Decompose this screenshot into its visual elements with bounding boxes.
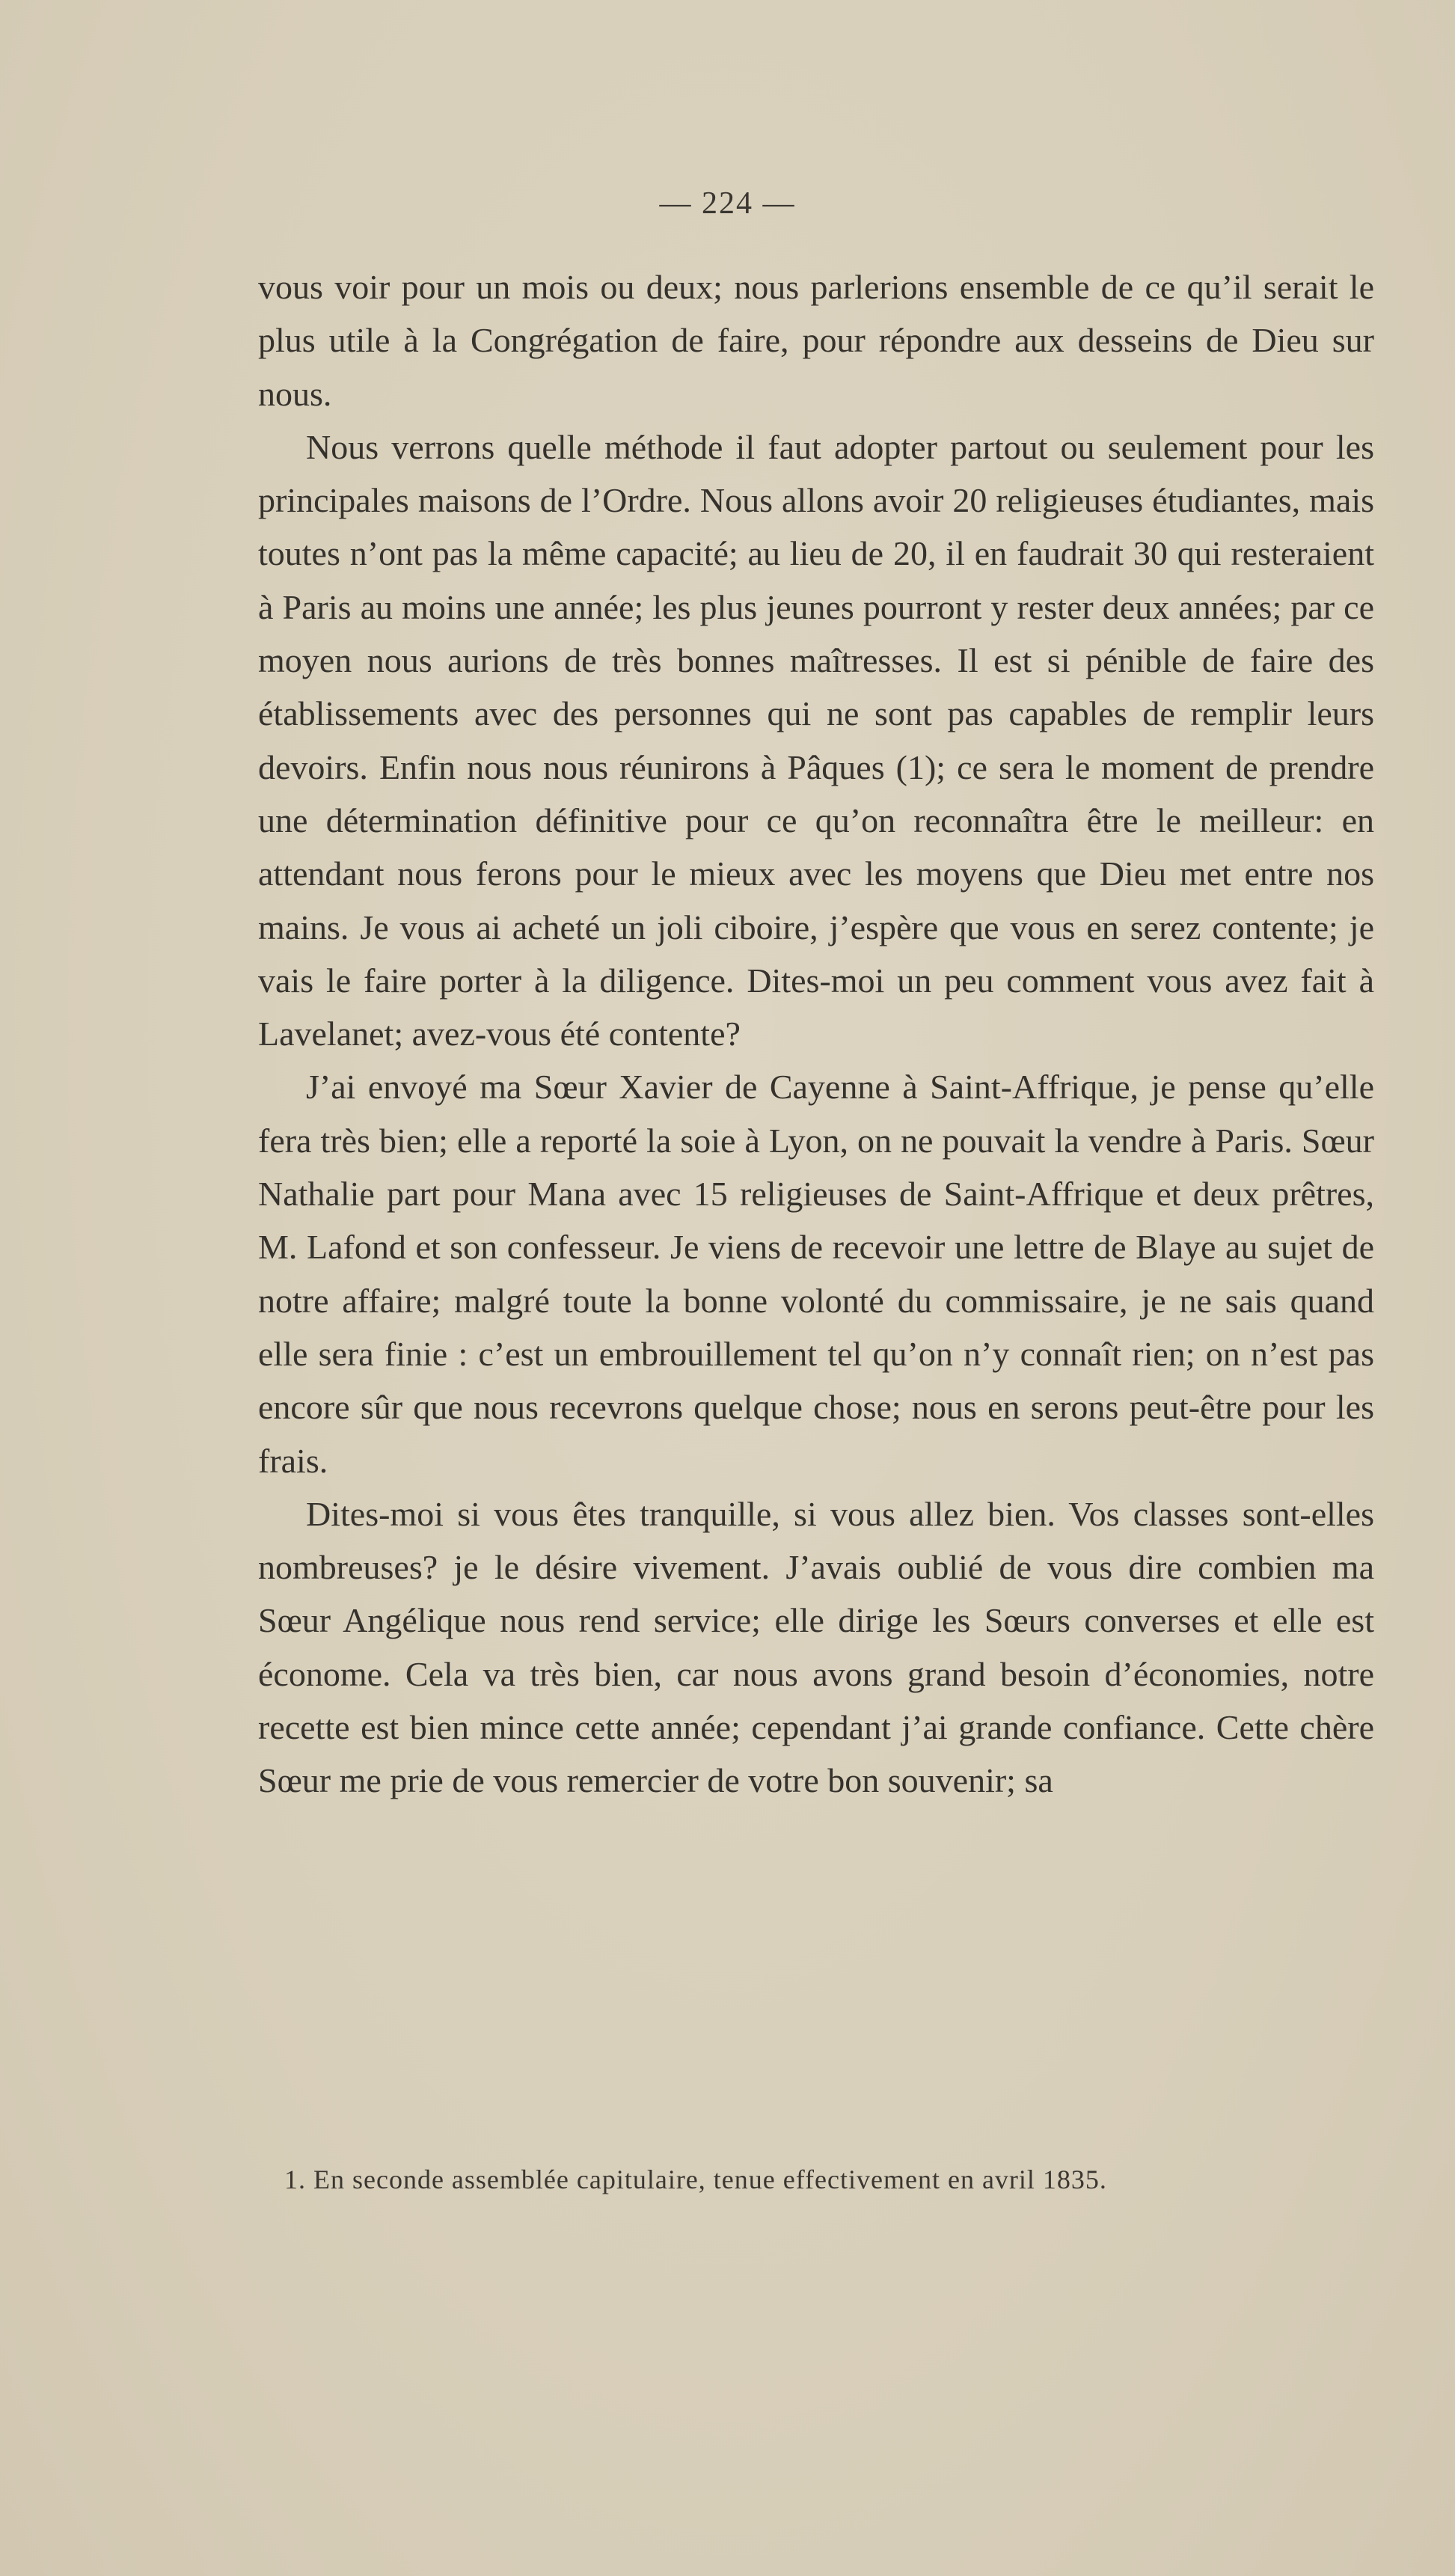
letter-body (258, 260, 1374, 1808)
page-number: — 224 — (659, 186, 796, 221)
paragraph-3: J’ai envoyé ma Sœur Xavier de Cayenne à Saint-Affrique, je pense qu’elle fera très bien; elle a reporté la soie à Lyon, on ne pouvait la vendre à Paris. Sœur Nathalie part pour Mana avec 15 religieuses de Saint-Affrique et deux prêtres, M. Lafond et son confesseur. Je viens de recevoir une lettre de Blaye au sujet de notre affaire; malgré toute la bonne volonté du commissaire, je ne sais quand elle sera finie : c’est un embrouillement tel qu’on n’y connaît rien; on n’est pas encore sûr que nous recevrons quelque chose; nous en serons peut-être pour les frais. (258, 1068, 1374, 1480)
paragraph-4: Dites-moi si vous êtes tranquille, si vous allez bien. Vos classes sont-elles nombreuses? je le désire vivement. J’avais oublié de vous dire combien ma Sœur Angélique nous rend service; elle dirige les Sœurs converses et elle est économe. Cela va très bien, car nous avons grand besoin d’économies, notre recette est bien mince cette année; cependant j’ai grande confiance. Cette chère Sœur me prie de vous remercier de votre bon souvenir; sa (258, 1494, 1374, 1800)
paragraph-1: vous voir pour un mois ou deux; nous parlerions ensemble de ce qu’il serait le plus utile à la Congrégation de faire, pour répondre aux desseins de Dieu sur nous. (258, 268, 1374, 413)
footnote: 1. En seconde assemblée capitulaire, tenue effectivement en avril 1835. (284, 2164, 1107, 2194)
paragraph-2: Nous verrons quelle méthode il faut adopter partout ou seulement pour les principales maisons de l’Ordre. Nous allons avoir 20 religieuses étudiantes, mais toutes n’ont pas la même capacité; au lieu de 20, il en faudrait 30 qui resteraient à Paris au moins une année; les plus jeunes pourront y rester deux années; par ce moyen nous aurions de très bonnes maîtresses. Il est si pénible de faire des établissements avec des personnes qui ne sont pas capables de remplir leurs devoirs. Enfin nous nous réunirons à Pâques (1); ce sera le moment de prendre une détermination définitive pour ce qu’on reconnaîtra être le meilleur: en attendant nous ferons pour le mieux avec les moyens que Dieu met entre nos mains. Je vous ai acheté un joli ciboire, j’espère que vous en serez contente; je vais le faire porter à la diligence. Dites-moi un peu comment vous avez fait à Lavelanet; avez-vous été contente? (258, 427, 1374, 1053)
